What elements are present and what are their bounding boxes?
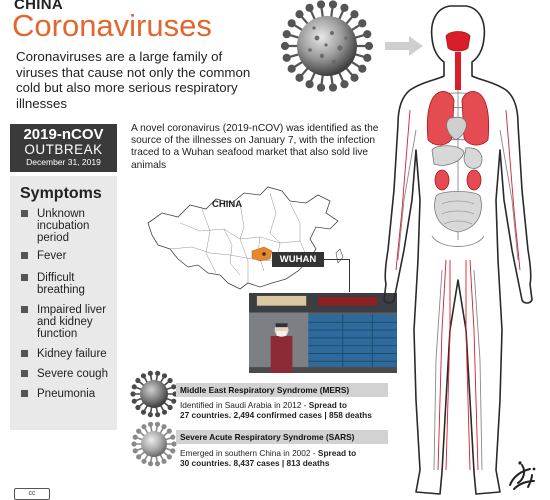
mers-title: Middle East Respiratory Syndrome (MERS) [176, 383, 388, 397]
symptoms-heading: Symptoms [20, 185, 102, 202]
virus-spike-tip [172, 385, 176, 389]
market-photo [248, 292, 398, 374]
bullet-icon [21, 274, 28, 281]
sars-title: Severe Acute Respiratory Syndrome (SARS) [176, 430, 388, 444]
map-label-china: CHINA [212, 199, 243, 210]
symptom-label: Pneumonia [37, 388, 96, 400]
mers-line2-bold: 27 countries. 2,494 confirmed cases | 858 deaths [180, 410, 372, 421]
novel-virus-text: A novel coronavirus (2019-nCOV) was identified as the source of the illnesses on January 7, with the infection traced to a Wuhan seafood market that also sold live animals [131, 123, 379, 171]
map-label-wuhan: WUHAN [272, 252, 324, 267]
virus-spike-tip [172, 399, 176, 403]
virus-spike-tip [163, 410, 167, 414]
virus-spike-tip [318, 85, 324, 91]
virus-spike-tip [289, 66, 295, 72]
bullet-icon [21, 210, 28, 217]
bullet-icon [21, 390, 28, 397]
virus-spike-tip [136, 406, 140, 410]
sars-line1-bold: Spread to [317, 448, 357, 458]
virus-spike-tip [171, 449, 175, 453]
mers-description [180, 400, 400, 420]
virus-spike-tip [282, 43, 288, 49]
virus-spike-tip [307, 5, 313, 11]
symptom-label: Unknown incubation period [37, 208, 90, 244]
virus-spike-tip [162, 460, 166, 464]
virus-spike-tip [133, 435, 137, 439]
virus-spike-tip [168, 455, 172, 459]
virus-spike-tip [142, 410, 146, 414]
callout-line [324, 259, 350, 260]
virus-spike-tip [364, 55, 370, 61]
bullet-icon [21, 350, 28, 357]
symptom-item [21, 304, 115, 340]
virus-spike-tip [156, 462, 160, 466]
virus-spike-tip [156, 413, 160, 417]
virus-spike-tip [318, 1, 324, 7]
virus-spike-tip [366, 43, 372, 49]
bullet-icon [21, 370, 28, 377]
callout-line [349, 259, 350, 293]
symptom-label: Kidney failure [37, 348, 107, 360]
virus-spike-tip [149, 372, 153, 376]
al-jazeera-logo [500, 455, 542, 497]
virus-spike-tip [156, 372, 160, 376]
outbreak-subtitle: OUTBREAK [24, 142, 103, 157]
symptom-item [21, 208, 115, 244]
mers-line1-bold: Spread to [308, 400, 347, 410]
virus-spike-tip [171, 435, 175, 439]
mers-line1: Identified in Saudi Arabia in 2012 - [180, 400, 309, 410]
symptom-label: Difficult breathing [37, 272, 85, 296]
virus-spike-tip [352, 11, 358, 17]
virus-icon [128, 368, 180, 420]
symptom-label: Fever [37, 250, 67, 262]
virus-spike-tip [163, 374, 167, 378]
virus-spike-tip [142, 425, 146, 429]
virus-spike-tip [142, 374, 146, 378]
outbreak-date: December 31, 2019 [26, 157, 101, 167]
symptom-item [21, 272, 115, 296]
symptom-item [21, 368, 115, 380]
virus-spike-tip [132, 385, 136, 389]
virus-spike-tip [307, 81, 313, 87]
virus-spike-tip [162, 425, 166, 429]
virus-spike-tip [341, 81, 347, 87]
virus-spike-tip [137, 429, 141, 433]
creative-commons-icon: cc [14, 488, 50, 500]
virus-spike-tip [142, 460, 146, 464]
virus-spike-tip [364, 31, 370, 37]
virus-spike-tip [296, 75, 302, 81]
virus-spike-tip [149, 423, 153, 427]
virus-spike-tip [133, 449, 137, 453]
virus-spike-tip [149, 413, 153, 417]
virus-spike-tip [132, 399, 136, 403]
china-map [140, 183, 355, 293]
bullet-icon [21, 252, 28, 259]
symptoms-panel [10, 176, 117, 430]
symptom-item [21, 388, 115, 400]
sars-line2-bold: 30 countries. 8,437 cases | 813 deaths [180, 458, 330, 469]
virus-spike-tip [168, 429, 172, 433]
virus-spike-tip [352, 75, 358, 81]
virus-spike-tip [359, 66, 365, 72]
outbreak-box [10, 124, 117, 172]
virus-spike-tip [156, 423, 160, 427]
virus-spike-tip [132, 442, 136, 446]
outbreak-title: 2019-nCOV [23, 126, 104, 143]
virus-spike-tip [168, 379, 172, 383]
bullet-icon [21, 306, 28, 313]
virus-spike-tip [359, 20, 365, 26]
virus-icon [262, 0, 392, 100]
symptom-item [21, 348, 115, 360]
virus-spike-tip [284, 55, 290, 61]
virus-spike-tip [168, 406, 172, 410]
human-body-icon [380, 0, 550, 500]
virus-spike-tip [341, 5, 347, 11]
virus-spike-tip [330, 85, 336, 91]
virus-spike-tip [284, 31, 290, 37]
kicker-country: CHINA [14, 0, 63, 13]
virus-spike-tip [149, 462, 153, 466]
virus-spike-tip [289, 20, 295, 26]
virus-spike-tip [136, 379, 140, 383]
sars-line1: Emerged in southern China in 2002 - [180, 448, 318, 458]
page-title: Coronaviruses [12, 8, 212, 43]
sars-description [180, 448, 400, 468]
virus-spike-tip [137, 455, 141, 459]
symptoms-list [21, 208, 115, 400]
virus-spike-tip [330, 1, 336, 7]
symptom-label: Impaired liver and kidney function [37, 304, 107, 340]
symptom-label: Severe cough [37, 368, 108, 380]
virus-icon [128, 418, 180, 470]
virus-spike-tip [296, 11, 302, 17]
intro-text: Coronaviruses are a large family of viruses that cause not only the common cold but also more serious respiratory illnesses [16, 49, 251, 111]
virus-spike-tip [131, 392, 135, 396]
symptom-item [21, 250, 115, 262]
